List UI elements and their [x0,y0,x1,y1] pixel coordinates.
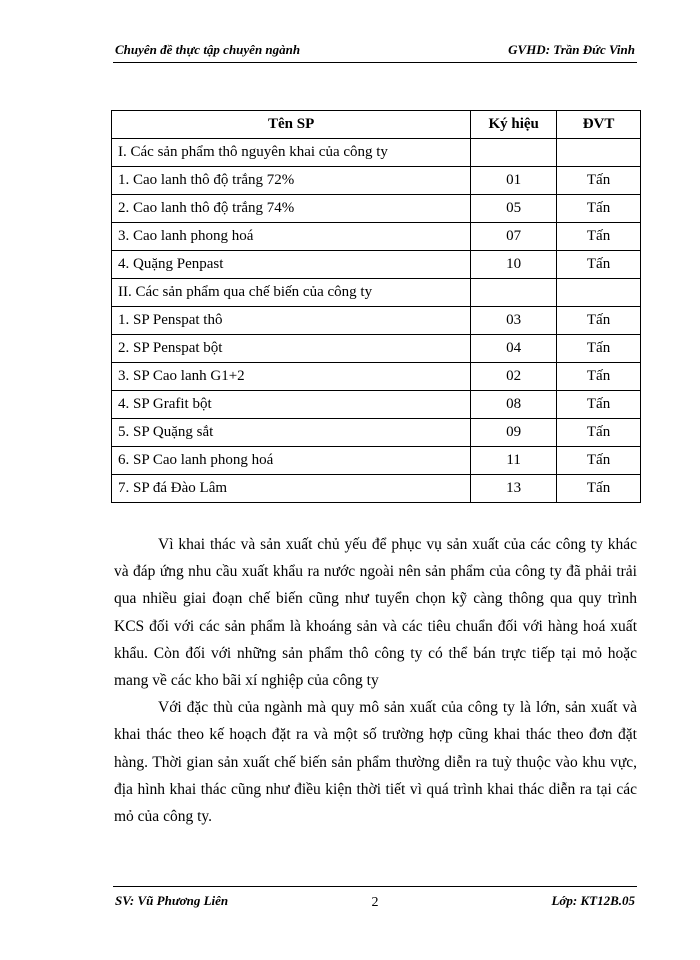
column-header-code: Ký hiệu [471,111,557,139]
table-row [112,475,641,503]
cell-code: 05 [471,195,557,223]
table-row [112,307,641,335]
cell-unit: Tấn [557,251,641,279]
table-header-row [112,111,641,139]
footer-class: Lớp: KT12B.05 [551,893,635,908]
cell-product-name: 6. SP Cao lanh phong hoá [112,447,471,475]
cell-code: 13 [471,475,557,503]
cell-code: 01 [471,167,557,195]
cell-unit: Tấn [557,363,641,391]
cell-unit: Tấn [557,195,641,223]
cell-product-name: 7. SP đá Đào Lâm [112,475,471,503]
cell-unit [557,139,641,167]
table-row [112,447,641,475]
column-header-name: Tên SP [112,111,471,139]
page-footer [113,886,637,915]
cell-unit: Tấn [557,307,641,335]
cell-product-name: I. Các sản phẩm thô nguyên khai của công ty [112,139,471,167]
table-row [112,195,641,223]
cell-code: 09 [471,419,557,447]
cell-code: 08 [471,391,557,419]
cell-unit: Tấn [557,223,641,251]
cell-product-name: II. Các sản phẩm qua chế biến của công ty [112,279,471,307]
cell-unit: Tấn [557,391,641,419]
cell-code: 03 [471,307,557,335]
cell-code [471,139,557,167]
cell-unit [557,279,641,307]
table-body [112,139,641,503]
cell-product-name: 4. Quặng Penpast [112,251,471,279]
cell-unit: Tấn [557,419,641,447]
table-row [112,279,641,307]
column-header-unit: ĐVT [557,111,641,139]
table-row [112,167,641,195]
cell-code: 11 [471,447,557,475]
cell-product-name: 4. SP Grafit bột [112,391,471,419]
cell-product-name: 1. SP Penspat thô [112,307,471,335]
cell-product-name: 5. SP Quặng sắt [112,419,471,447]
product-table [111,110,641,503]
header-advisor: GVHD: Trần Đức Vinh [508,42,635,57]
cell-product-name: 3. Cao lanh phong hoá [112,223,471,251]
table-row [112,335,641,363]
cell-product-name: 2. SP Penspat bột [112,335,471,363]
cell-code [471,279,557,307]
cell-unit: Tấn [557,475,641,503]
paragraph: Với đặc thù của ngành mà quy mô sản xuất của công ty là lớn, sản xuất và khai thác theo kế hoạch đặt ra và một số trường hợp cũng khai thác theo đơn đặt hàng. Thời gian sản xuất chế biến sản phẩm thường diễn ra tuỳ thuộc vào khu vực, địa hình khai thác cũng như điều kiện thời tiết vì quá trình khai thác diễn ra tại các mỏ của công ty. [114,699,637,826]
table-row [112,139,641,167]
table-row [112,251,641,279]
body-text [114,531,637,830]
cell-unit: Tấn [557,335,641,363]
table-row [112,363,641,391]
cell-code: 10 [471,251,557,279]
cell-code: 07 [471,223,557,251]
paragraph: Vì khai thác và sản xuất chủ yếu để phục vụ sản xuất của các công ty khác và đáp ứng nhu cầu xuất khẩu ra nước ngoài nên sản phẩm của công ty đã phải trải qua nhiều giai đoạn chế biến cũng như tuyển chọn kỹ càng thông qua quy trình KCS đối với các sản phẩm là khoáng sản và các tiêu chuẩn đối với hàng hoá xuất khẩu. Còn đối với những sản phẩm thô công ty có thể bán trực tiếp tại mỏ hoặc mang về các kho bãi xí nghiệp của công ty [114,536,637,690]
page-header [113,40,637,63]
header-document-title: Chuyên đề thực tập chuyên ngành [115,42,301,57]
cell-code: 04 [471,335,557,363]
table-row [112,223,641,251]
page-number: 2 [371,895,379,910]
cell-product-name: 2. Cao lanh thô độ trắng 74% [112,195,471,223]
cell-code: 02 [471,363,557,391]
table-row [112,419,641,447]
footer-student: SV: Vũ Phương Liên [115,893,229,908]
cell-unit: Tấn [557,447,641,475]
cell-product-name: 1. Cao lanh thô độ trắng 72% [112,167,471,195]
cell-unit: Tấn [557,167,641,195]
cell-product-name: 3. SP Cao lanh G1+2 [112,363,471,391]
table-row [112,391,641,419]
